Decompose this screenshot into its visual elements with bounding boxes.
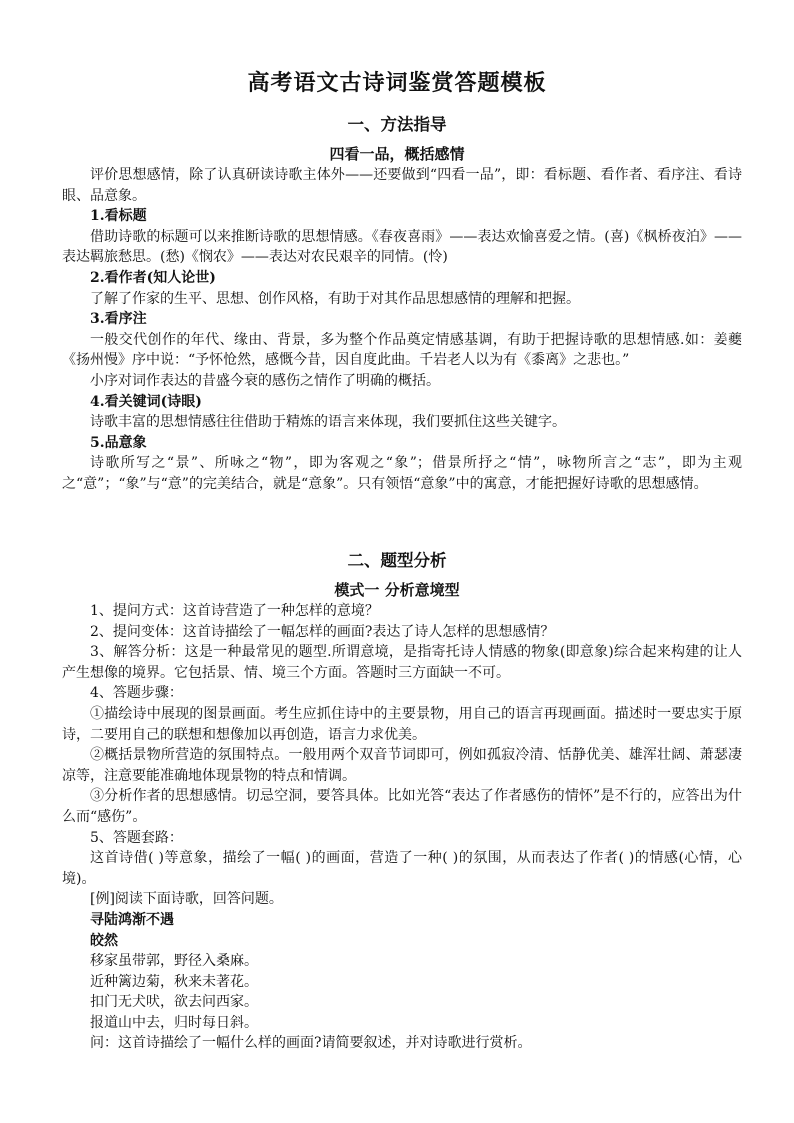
- section2-subheading: 模式一 分析意境型: [334, 581, 460, 599]
- item5-text: 诗歌所写之“景”、所咏之“物”，即为客观之“象”；借景所抒之“情”，咏物所言之“志”，即为主观之“意”；“象”与“意”的完美结合，就是“意象”。只有领悟“意象”中的寓意，才能把握好诗歌的思想感情。: [62, 455, 742, 492]
- item2-text: 了解了作家的生平、思想、创作风格，有助于对其作品思想感情的理解和把握。: [90, 290, 580, 307]
- item3-text: 一般交代创作的年代、缘由、背景，多为整个作品奠定情感基调，有助于把握诗歌的思想情感.如：姜夔《扬州慢》序中说：“予怀怆然，感慨今昔，因自度此曲。千岩老人以为有《黍离》之悲也。”: [62, 331, 742, 369]
- document-title: 高考语文古诗词鉴赏答题模板: [247, 70, 547, 96]
- section2-line-10: [例]阅读下面诗歌，回答问题。: [90, 891, 283, 908]
- section1-heading: 一、方法指导: [347, 115, 447, 134]
- section2-line-9: 这首诗借( )等意象，描绘了一幅( )的画面，营造了一种( )的氛围，从而表达了作者( )的情感(心情，心境)。: [62, 850, 742, 887]
- section2-line-5: ①描绘诗中展现的图景画面。考生应抓住诗中的主要景物，用自己的语言再现画面。描述时一要忠实于原诗，二要用自己的联想和想像加以再创造，语言力求优美。: [62, 705, 742, 743]
- item5-heading: 5.品意象: [90, 434, 147, 451]
- section2-line-3: 3、解答分析：这是一种最常见的题型.所谓意境，是指寄托诗人情感的物象(即意象)综合起来构建的让人产生想像的境界。它包括景、情、境三个方面。答题时三方面缺一不可。: [62, 644, 742, 681]
- section2-line-4: 4、答题步骤：: [90, 685, 183, 702]
- section2-line-2: 2、提问变体：这首诗描绘了一幅怎样的画面?表达了诗人怎样的思想感情？: [90, 623, 555, 640]
- section1-body: [62, 165, 742, 495]
- section2-heading: 二、题型分析: [347, 551, 447, 570]
- poem-author: 皎然: [90, 932, 118, 949]
- section2-body: [62, 601, 742, 1054]
- item1-heading: 1.看标题: [90, 208, 147, 225]
- item3-text2: 小序对词作表达的昔盛今衰的感伤之情作了明确的概括。: [90, 372, 440, 389]
- item1-text: 借助诗歌的标题可以来推断诗歌的思想情感。《春夜喜雨》——表达欢愉喜爱之情。(喜)《枫桥夜泊》——表达羁旅愁思。(愁)《悯农》——表达对农民艰辛的同情。(怜): [62, 228, 742, 266]
- section2-line-1: 1、提问方式：这首诗营造了一种怎样的意境？: [90, 603, 379, 619]
- section1-intro: 评价思想感情，除了认真研读诗歌主体外——还要做到“四看一品”，即：看标题、看作者、看序注、看诗眼、品意象。: [62, 167, 742, 204]
- section2-line-6: ②概括景物所营造的氛围特点。一般用两个双音节词即可，例如孤寂冷清、恬静优美、雄浑壮阔、萧瑟凄凉等，注意要能准确地体现景物的特点和情调。: [62, 747, 742, 784]
- poem-line-2: 近种篱边菊，秋来未著花。: [90, 973, 258, 990]
- poem-line-4: 报道山中去，归时每日斜。: [90, 1014, 258, 1031]
- poem-line-1: 移家虽带郭，野径入桑麻。: [90, 953, 258, 970]
- section2-line-7: ③分析作者的思想感情。切忌空洞，要答具体。比如光答“表达了作者感伤的情怀”是不行的，应答出为什么而“感伤”。: [62, 788, 742, 825]
- item2-heading: 2.看作者(知人论世): [90, 269, 216, 286]
- item3-heading: 3.看序注: [90, 311, 147, 328]
- section1-subheading: 四看一品，概括感情: [329, 145, 465, 163]
- section2-line-8: 5、答题套路：: [90, 829, 183, 846]
- poem-line-3: 扣门无犬吠，欲去问西家。: [90, 994, 258, 1011]
- question-text: 问：这首诗描绘了一幅什么样的画面?请简要叙述，并对诗歌进行赏析。: [90, 1035, 532, 1052]
- item4-text: 诗歌丰富的思想情感往往借助于精炼的语言来体现，我们要抓住这些关键字。: [90, 414, 566, 431]
- poem-title: 寻陆鸿渐不遇: [90, 911, 174, 928]
- item4-heading: 4.看关键词(诗眼): [90, 393, 202, 410]
